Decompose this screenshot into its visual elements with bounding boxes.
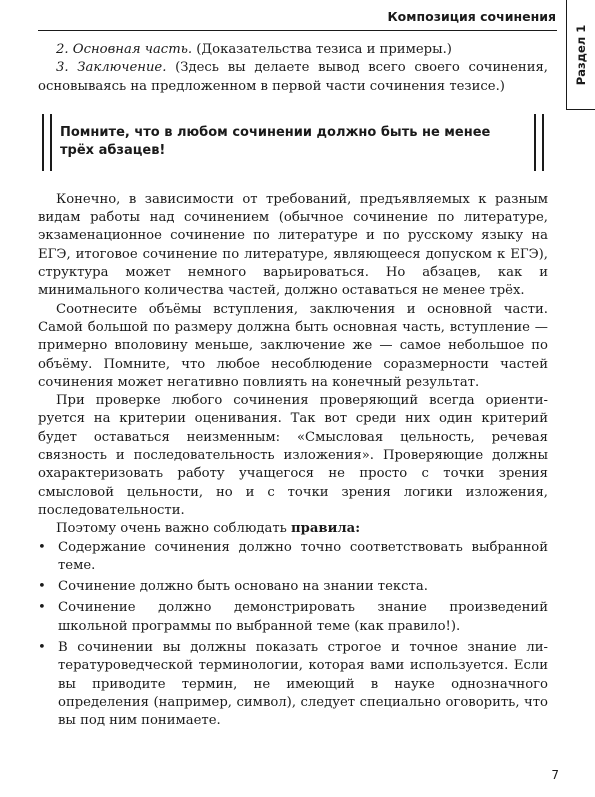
- rules-intro-text: Поэтому очень важно соблюдать: [56, 521, 292, 537]
- running-header-title: Композиция сочинения: [387, 9, 556, 24]
- header-divider: [38, 30, 557, 31]
- notice-text: Помните, что в любом сочинении должно быть не менее трёх абзацев!: [60, 124, 491, 159]
- composition-list: [38, 41, 548, 96]
- composition-item-conclusion: [38, 59, 548, 96]
- rule-item: [38, 599, 548, 636]
- section-tab-label: Раздел 1: [574, 24, 588, 85]
- bullet-icon: •: [38, 600, 46, 616]
- composition-item-main: [38, 41, 548, 59]
- rule-item: [38, 578, 548, 596]
- rule-text: Сочинение должно быть основано на знании текста.: [58, 579, 428, 595]
- body-text: [38, 191, 548, 731]
- page-number: 7: [551, 768, 559, 782]
- paragraph: При проверке любого сочинения проверяющий всегда ориентируется на критерии оценивания. Так вот среди них один критерий будет оставаться неизменным: «Смысловая цельность, речевая связность и последовательность изложения». Проверяющие должны охарактеризовать работу учащегося не просто с точки зрения смысловой цельности, но и с точки зрения логики изложения, последовательности.: [38, 393, 548, 518]
- paragraph: Соотнесите объёмы вступления, заключения и основной части. Самой большой по размеру должна быть основная часть, вступление — примерно вполовину меньше, заключение же — самое небольшое по объёму. Помните, что любое несоблюдение соразмерности частей сочинения может негативно повлиять на конечный результат.: [38, 301, 548, 390]
- section-tab: [566, 0, 595, 110]
- rule-item: [38, 539, 548, 576]
- bullet-icon: •: [38, 640, 46, 656]
- paragraph: Конечно, в зависимости от требований, предъявляемых к разным видам работы над сочинением (обычное сочинение по литературе, экзаменационное сочинение по литературе и по русскому языку на ЕГЭ, итоговое сочинение по литературе, являющееся допуском к ЕГЭ), структура может немного варьироваться. Но абзацев, как и минимального количества частей, должно оставаться не менее трёх.: [38, 191, 548, 299]
- bullet-icon: •: [38, 539, 46, 555]
- rule-text: Сочинение должно демонстрировать знание произведений школьной программы по выбранной теме (как правило!).: [58, 600, 548, 634]
- item-label: 3. Заключение.: [56, 60, 167, 76]
- rule-text: В сочинении вы должны показать строгое и точное знание литературоведческой терминологии, которая вами используется. Если вы приводите термин, не имеющий в науке однозначного определения (например, символ), следует специально оговорить, что вы под ним понимаете.: [58, 640, 548, 729]
- item-text: (Здесь вы делаете вывод всего своего сочинения, основываясь на предложенном в первой части сочинения тезисе.): [38, 60, 548, 94]
- rules-list: [38, 539, 548, 731]
- page-content: [38, 41, 548, 734]
- rule-text: Содержание сочинения должно точно соответствовать выбранной теме.: [58, 539, 548, 573]
- rules-intro-bold: правила:: [291, 521, 361, 537]
- notice-box: [38, 114, 548, 171]
- item-label: 2. Основная часть.: [56, 42, 193, 57]
- bullet-icon: •: [38, 579, 46, 595]
- item-text: (Доказательства тезиса и примеры.): [192, 42, 452, 57]
- rules-intro: [38, 520, 548, 538]
- rule-item: [38, 639, 548, 730]
